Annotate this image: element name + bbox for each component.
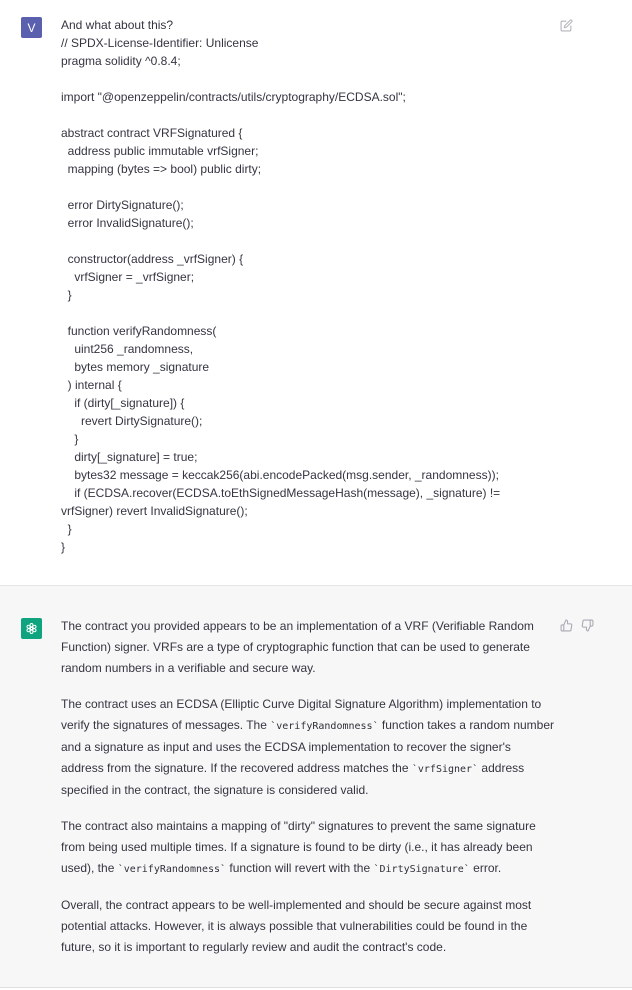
paragraph-text: The contract also maintains a mapping of "dirty" signatures to prevent the same signature from being used multiple times. If a signature is found to be dirty (i.e., it has already been used), the [61, 819, 536, 875]
thumbs-down-button[interactable] [580, 618, 594, 632]
assistant-paragraph-4: Overall, the contract appears to be well-implemented and should be secure against most potential attacks. However, it is always possible that vulnerabilities could be found in the future, so it is important to regularly review and audit the contract's code. [61, 898, 532, 954]
paragraph-text: function will revert with the [226, 861, 374, 875]
assistant-paragraph-1: The contract you provided appears to be an implementation of a VRF (Verifiable Random Function) signer. VRFs are a type of cryptographic function that can be used to generate random numbers in a verifiable and secure way. [61, 619, 534, 675]
inline-code: `vrfSigner` [411, 764, 479, 775]
openai-logo-icon [24, 621, 39, 636]
edit-button[interactable] [559, 18, 573, 32]
user-avatar-letter: V [27, 20, 36, 35]
assistant-paragraph-3 [61, 816, 556, 880]
paragraph-text: function takes a random number and a signature as input and uses the ECDSA implementation to recover the signer's address from the signature. If the recovered address matches the [61, 718, 555, 775]
paragraph-text: address specified in the contract, the signature is considered valid. [61, 761, 525, 797]
assistant-message-body [61, 616, 556, 973]
assistant-avatar [21, 618, 42, 639]
inline-code: `verifyRandomness` [117, 864, 227, 875]
user-message-text: And what about this? // SPDX-License-Identifier: Unlicense pragma solidity ^0.8.4; import "@openzeppelin/contracts/utils/cryptography/ECDSA.sol"; abstract contract VRFSignatured { address public immutable vrfSigner; mapping (bytes => bool) public dirty; error DirtySignature(); error InvalidSignature(); constructor(address _vrfSigner) { vrfSigner = _vrfSigner; } function verifyRandomness( uint256 _randomness, bytes memory _signature ) internal { if (dirty[_signature]) { revert DirtySignature(); } dirty[_signature] = true; bytes32 message = keccak256(abi.encodePacked(msg.sender, _randomness)); if (ECDSA.recover(ECDSA.toEthSignedMessageHash(message), _signature) != vrfSigner) revert InvalidSignature(); } } [61, 18, 501, 554]
inline-code: `DirtySignature` [373, 864, 470, 875]
inline-code: `verifyRandomness` [270, 721, 379, 732]
paragraph-text: error. [469, 861, 502, 875]
user-avatar [21, 17, 42, 38]
paragraph-text: The contract uses an ECDSA (Elliptic Curve Digital Signature Algorithm) implementation to verify the signatures of messages. The [61, 697, 542, 732]
thumbs-down-icon [581, 619, 594, 632]
thumbs-up-button[interactable] [559, 618, 573, 632]
thumbs-up-icon [560, 619, 573, 632]
assistant-message [0, 586, 632, 988]
edit-icon [560, 19, 573, 32]
assistant-paragraph-2 [61, 694, 556, 801]
